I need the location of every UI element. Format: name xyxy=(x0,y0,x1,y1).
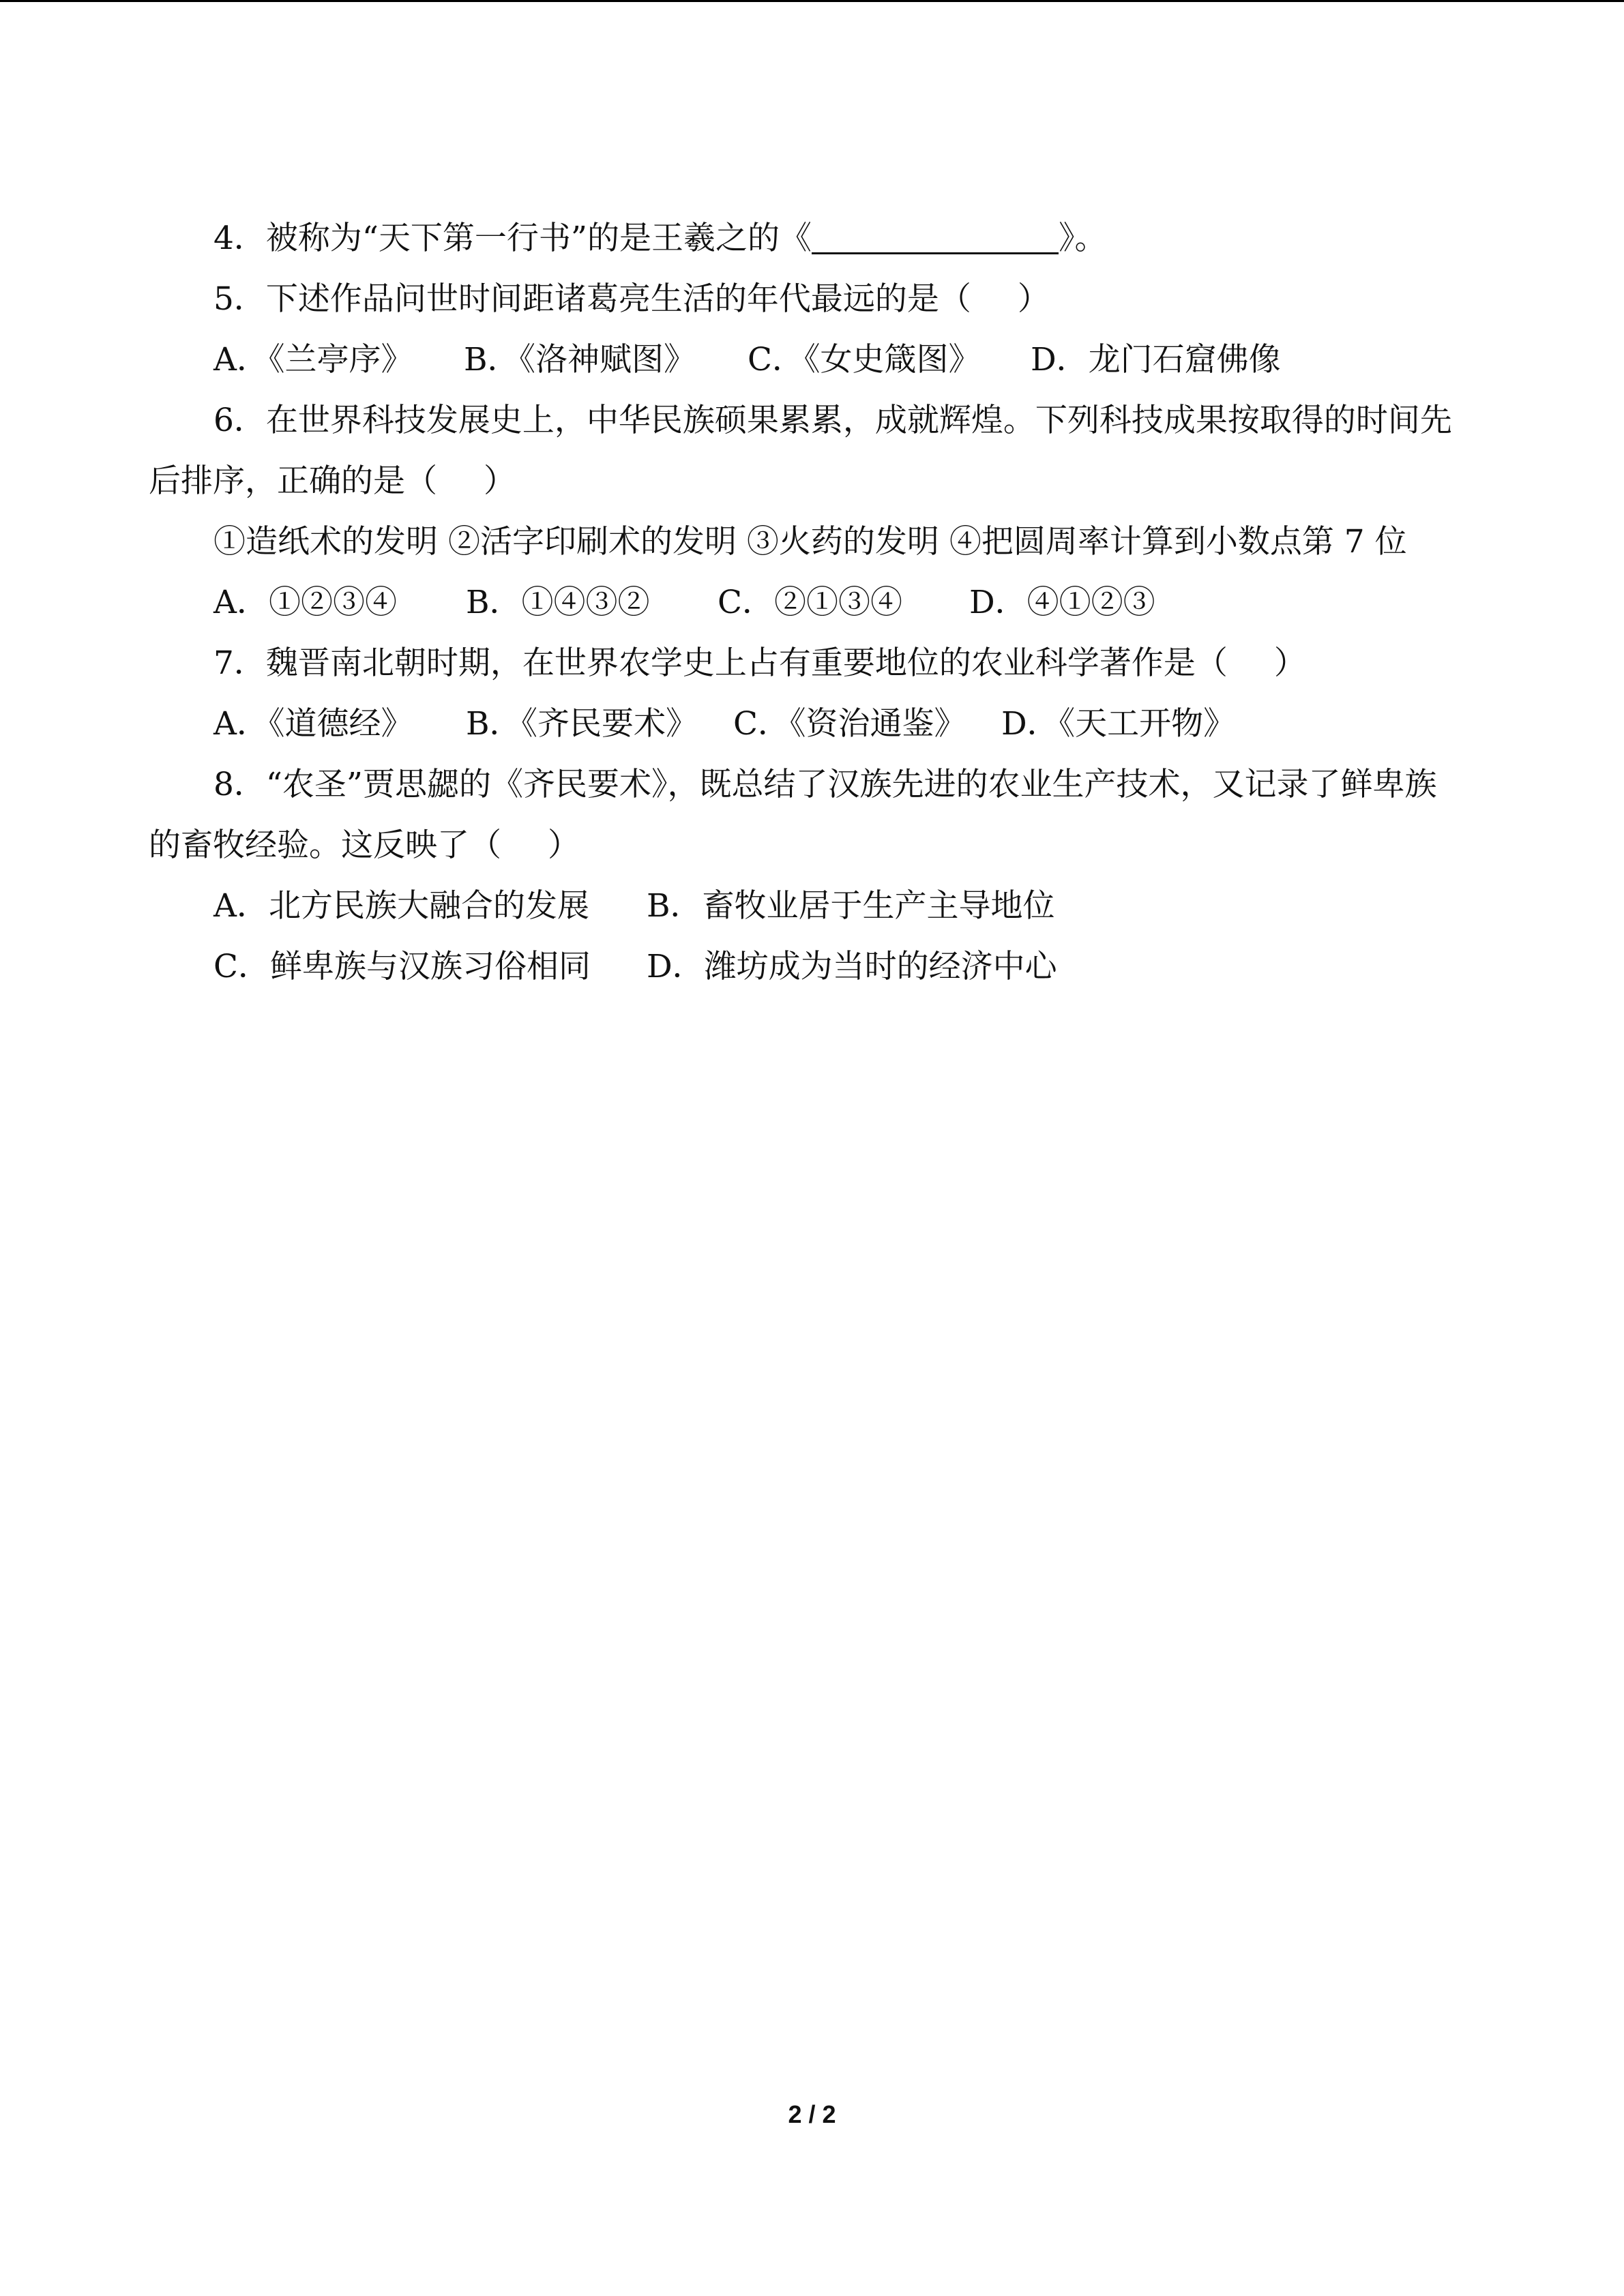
page-number: 2 / 2 xyxy=(788,2100,836,2128)
question-8-stem-line1 xyxy=(149,754,1479,815)
option-a: A．①②③④ xyxy=(213,584,397,621)
option-c: C．②①③④ xyxy=(718,584,902,621)
option-d: D．④①②③ xyxy=(969,584,1155,621)
question-8-text-1: 8．“农圣”贾思勰的《齐民要术》，既总结了汉族先进的农业生产技术，又记录了鲜卑族 xyxy=(213,766,1437,803)
question-7-text: 7．魏晋南北朝时期，在世界农学史上占有重要地位的农业科学著作是（ xyxy=(213,644,1228,682)
question-4-prefix: 4．被称为“天下第一行书”的是王羲之的《 xyxy=(213,220,812,257)
option-d: D．《天工开物》 xyxy=(1001,705,1236,743)
question-6-stem-line2 xyxy=(149,451,1479,511)
question-6-item-list: ①造纸术的发明 ②活字印刷术的发明 ③火药的发明 ④把圆周率计算到小数点第 7 位 xyxy=(213,523,1407,561)
option-d: D．龙门石窟佛像 xyxy=(1031,341,1281,378)
question-6-items xyxy=(149,511,1479,572)
option-c: C．鲜卑族与汉族习俗相同 xyxy=(213,948,591,985)
question-5-close: ） xyxy=(1017,280,1050,318)
question-list xyxy=(149,208,1479,997)
option-b: B．《洛神赋图》 xyxy=(464,341,696,378)
option-a: A．《道德经》 xyxy=(213,705,413,743)
answer-blank xyxy=(812,220,1059,254)
question-7-stem xyxy=(149,633,1479,694)
question-6-close: ） xyxy=(484,462,516,500)
question-8-stem-line2 xyxy=(149,815,1479,876)
question-6-text-2: 后排序，正确的是（ xyxy=(149,462,437,500)
question-5-text: 5．下述作品问世时间距诸葛亮生活的年代最远的是（ xyxy=(213,280,971,318)
question-7-close: ） xyxy=(1273,644,1306,682)
question-8-close: ） xyxy=(548,826,580,864)
option-d: D．潍坊成为当时的经济中心 xyxy=(647,948,1057,985)
option-b: B．《齐民要术》 xyxy=(466,705,698,743)
question-6-text-1: 6．在世界科技发展史上，中华民族硕果累累，成就辉煌。下列科技成果按取得的时间先 xyxy=(213,402,1452,439)
option-a: A．北方民族大融合的发展 xyxy=(213,887,589,925)
option-b: B．畜牧业居于生产主导地位 xyxy=(647,887,1055,925)
question-5-options xyxy=(149,329,1479,390)
question-7-options xyxy=(149,694,1479,754)
question-8-options-row2 xyxy=(149,936,1479,997)
question-5-stem xyxy=(149,269,1479,329)
option-c: C．《女史箴图》 xyxy=(748,341,981,378)
option-b: B．①④③② xyxy=(466,584,650,621)
question-4-suffix: 》。 xyxy=(1058,220,1107,257)
question-8-options-row1 xyxy=(149,876,1479,936)
question-4 xyxy=(149,208,1479,269)
question-6-options xyxy=(149,572,1479,633)
option-c: C．《资治通鉴》 xyxy=(733,705,966,743)
option-a: A．《兰亭序》 xyxy=(213,341,413,378)
question-8-text-2: 的畜牧经验。这反映了（ xyxy=(149,826,501,864)
top-border-line xyxy=(0,0,1624,2)
question-6-stem-line1 xyxy=(149,390,1479,451)
